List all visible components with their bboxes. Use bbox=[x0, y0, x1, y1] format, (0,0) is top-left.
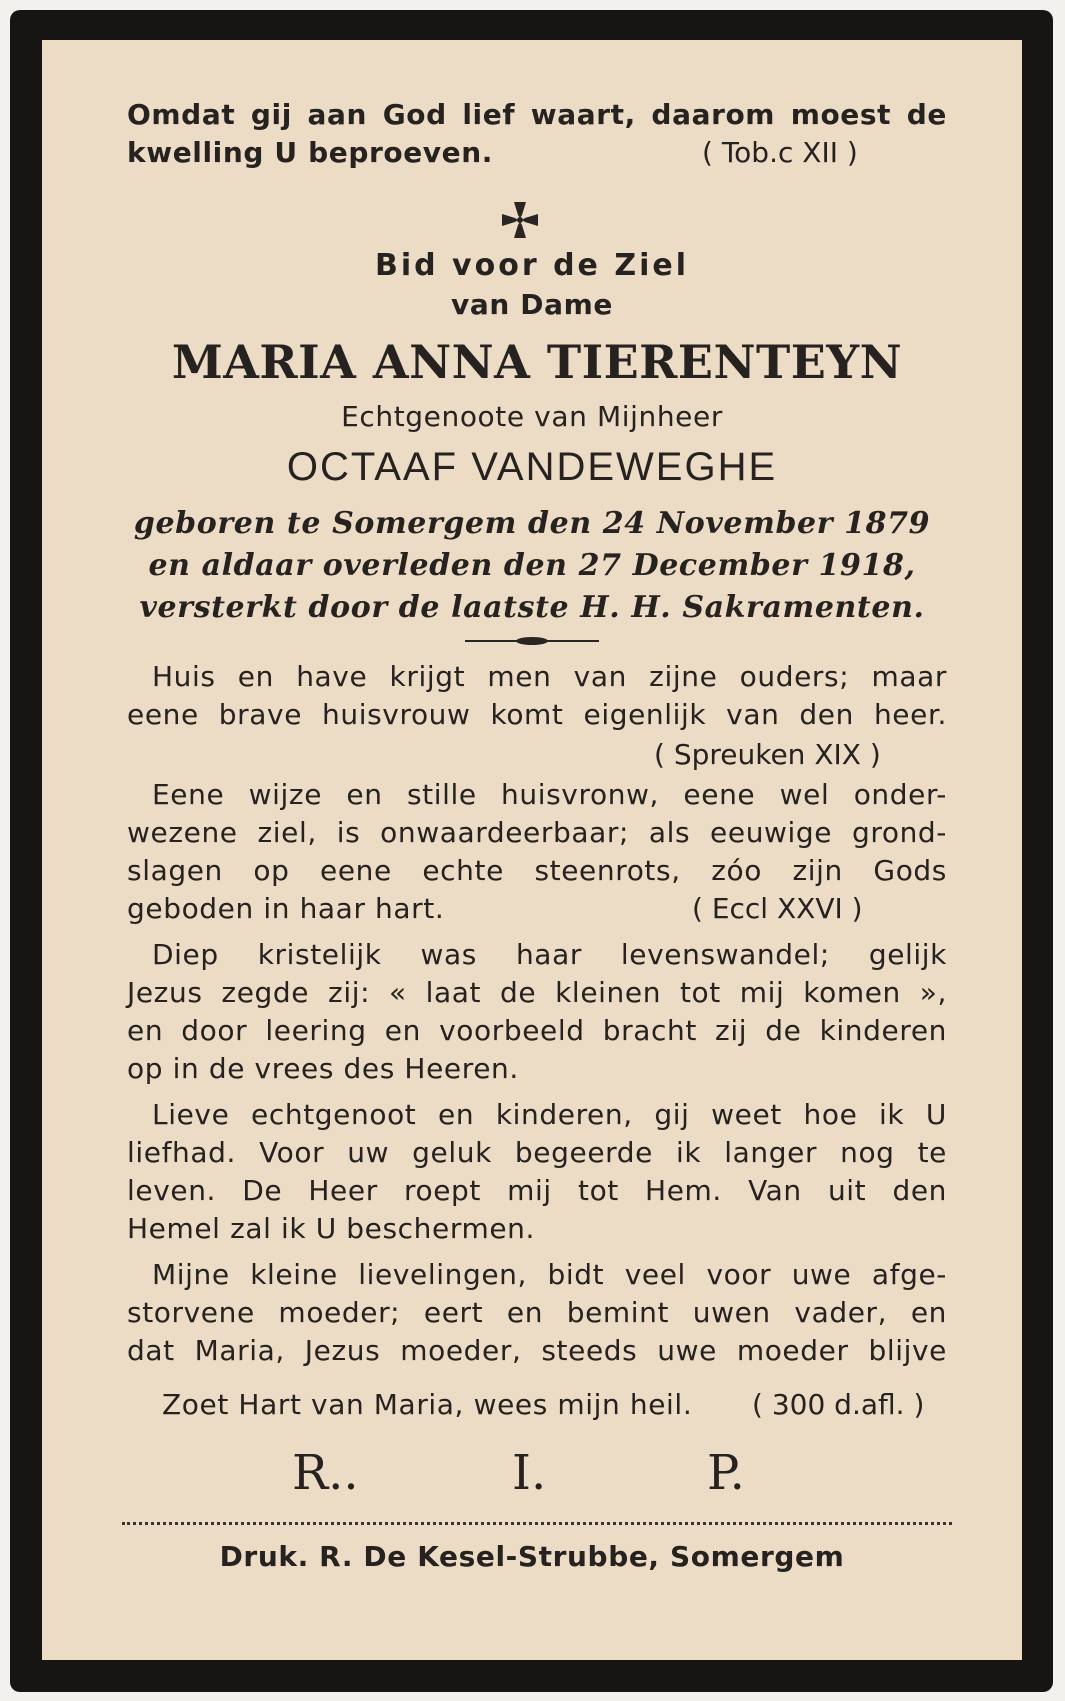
para4-line-2: liefhad. Voor uw geluk begeerde ik langer nog te bbox=[127, 1136, 947, 1169]
motto-line-2: kwelling U beproeven. bbox=[127, 136, 494, 169]
para2-line-1: Eene wijze en stille huisvronw, eene wel onder- bbox=[152, 778, 947, 811]
memorial-card bbox=[10, 10, 1053, 1692]
rip-r: R.. bbox=[292, 1445, 359, 1501]
para2-line-2: wezene ziel, is onwaardeerbaar; als eeuwige grond- bbox=[127, 816, 947, 849]
prayer-line-1: Bid voor de Ziel bbox=[374, 248, 689, 283]
cross-pattee-icon bbox=[500, 200, 540, 240]
para5-line-3: dat Maria, Jezus moeder, steeds uwe moeder blijve bbox=[127, 1334, 947, 1367]
spouse-intro: Echtgenoote van Mijnheer bbox=[341, 400, 723, 433]
para3-line-4: op in de vrees des Heeren. bbox=[127, 1052, 519, 1085]
para2-line-4: geboden in haar hart. bbox=[127, 892, 445, 925]
dotted-separator bbox=[122, 1522, 952, 1525]
motto-line-1: Omdat gij aan God lief waart, daarom moest de bbox=[127, 98, 947, 131]
indulgence-reference: ( 300 d.afl. ) bbox=[752, 1388, 925, 1421]
para4-line-4: Hemel zal ik U beschermen. bbox=[127, 1212, 536, 1245]
para1-line-1: Huis en have krijgt men van zijne ouders; maar bbox=[152, 660, 947, 693]
card-paper bbox=[42, 40, 1022, 1660]
para1-line-2: eene brave huisvrouw komt eigenlijk van den heer. bbox=[127, 698, 947, 731]
motto-reference: ( Tob.c XII ) bbox=[702, 136, 858, 169]
printer-credit: Druk. R. De Kesel-Strubbe, Somergem bbox=[219, 1540, 845, 1573]
para4-line-1: Lieve echtgenoot en kinderen, gij weet hoe ik U bbox=[152, 1098, 947, 1131]
sacraments-line: versterkt door de laatste H. H. Sakramenten. bbox=[139, 590, 925, 625]
para5-line-1: Mijne kleine lievelingen, bidt veel voor uwe afge- bbox=[152, 1258, 947, 1291]
para5-line-2: storvene moeder; eert en bemint uwen vader, en bbox=[127, 1296, 947, 1329]
para1-reference: ( Spreuken XIX ) bbox=[654, 738, 881, 771]
para3-line-3: en door leering en voorbeeld bracht zij de kinderen bbox=[127, 1014, 947, 1047]
death-line: en aldaar overleden den 27 December 1918, bbox=[148, 548, 916, 583]
spouse-name: OCTAAF VANDEWEGHE bbox=[286, 445, 778, 489]
para3-line-2: Jezus zegde zij: « laat de kleinen tot mij komen », bbox=[127, 976, 947, 1009]
deceased-name: MARIA ANNA TIERENTEYN bbox=[171, 335, 903, 389]
indulgence-prayer: Zoet Hart van Maria, wees mijn heil. bbox=[162, 1388, 693, 1421]
rip-p: P. bbox=[707, 1445, 745, 1501]
para2-line-3: slagen op eene echte steenrots, zóo zijn Gods bbox=[127, 854, 947, 887]
para2-reference: ( Eccl XXVI ) bbox=[692, 892, 863, 925]
rip-i: I. bbox=[512, 1445, 547, 1501]
prayer-line-2: van Dame bbox=[451, 288, 613, 321]
para3-line-1: Diep kristelijk was haar levenswandel; gelijk bbox=[152, 938, 947, 971]
birth-line: geboren te Somergem den 24 November 1879 bbox=[133, 506, 931, 541]
ornamental-divider-icon bbox=[465, 631, 599, 651]
para4-line-3: leven. De Heer roept mij tot Hem. Van uit den bbox=[127, 1174, 947, 1207]
